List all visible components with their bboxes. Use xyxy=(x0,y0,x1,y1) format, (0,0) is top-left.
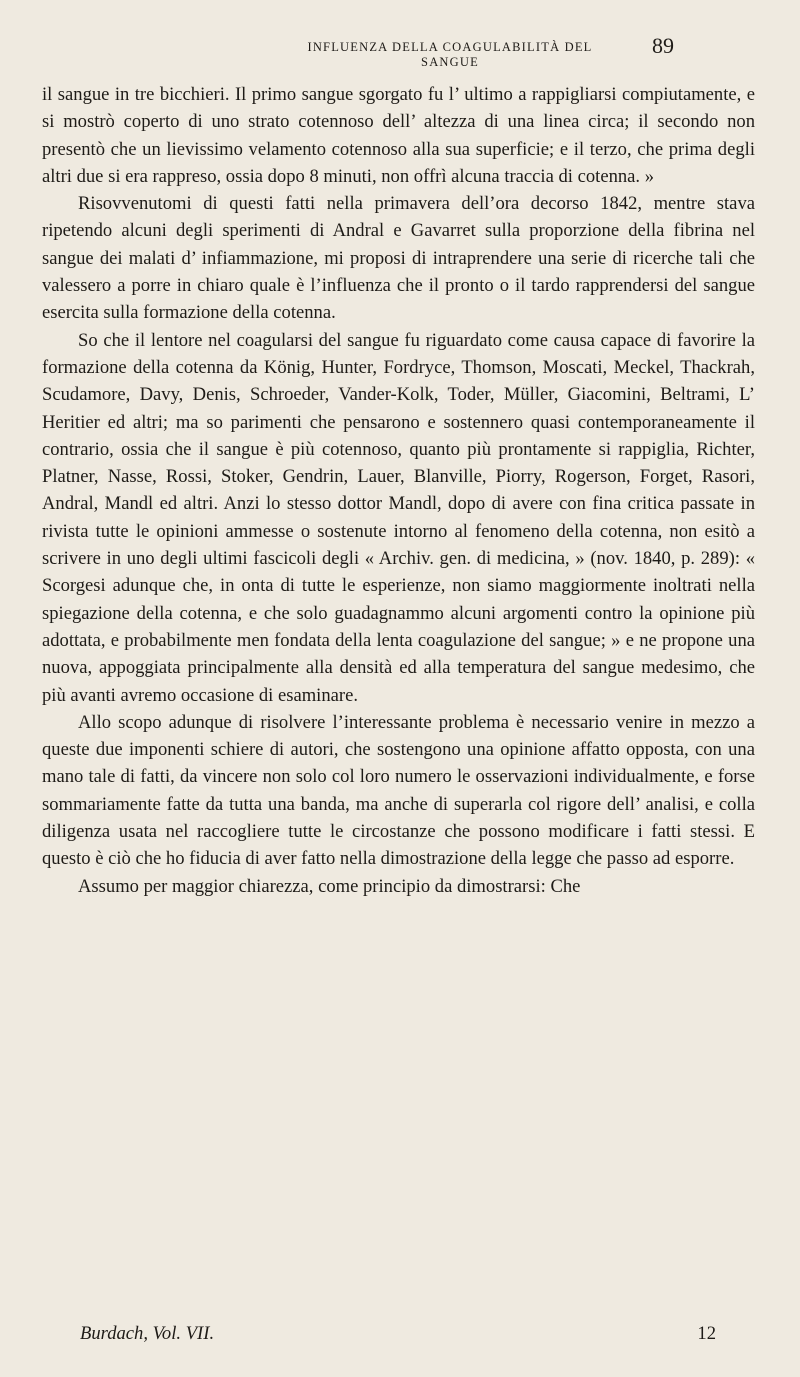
running-title: INFLUENZA DELLA COAGULABILITÀ DEL SANGUE xyxy=(307,40,593,69)
paragraph: Allo scopo adunque di risolvere l’interessante problema è necessario venire in mezzo a queste due imponenti schiere di autori, che sostengono una opinione affatto opposta, con una mano tale di fatti, da vincere non solo col loro numero le osservazioni individualmente, e forse sommariamente fatte da tutta una banda, ma anche di superarla col rigore dell’ analisi, e colla diligenza usata nel raccogliere tutte le circostanze che possono modificare i fatti stessi. E questo è ciò che ho fiducia di aver fatto nella dimostrazione della legge che passo ad esporre. xyxy=(42,711,755,870)
paragraph: Risovvenutomi di questi fatti nella primavera dell’ora decorso 1842, mentre stava ripetendo alcuni degli sperimenti di Andral e Gavarret sulla proporzione della fibrina nel sangue dei malati d’ infiammazione, mi proposi di intraprendere una serie di ricerche tali che valessero a porre in chiaro quale è l’influenza che il pronto o il tardo rapprendersi del sangue esercita sulla formazione della cotenna. xyxy=(42,193,755,324)
page-number: 89 xyxy=(652,33,674,58)
signature-mark: Burdach, Vol. VII. xyxy=(80,1323,215,1344)
paragraph: So che il lentore nel coagularsi del sangue fu riguardato come causa capace di favorire la formazione della cotenna da König, Hunter, Fordryce, Thomson, Moscati, Meckel, Thackrah, Scudamore, Davy, Denis, Schroeder, Vander-Kolk, Toder, Müller, Giacomini, Beltrami, L’ Heritier ed altri; ma so parimenti che pensarono e sostennero quasi contemporaneamente il contrario, ossia che il sangue è più cotennoso, quanto più prontamente si rappiglia, Richter, Platner, Nasse, Rossi, Stoker, Gendrin, Lauer, Blanville, Piorry, Rogerson, Forget, Rasori, Andral, Mandl ed altri. Anzi lo stesso dottor Mandl, dopo di avere con fina critica passate in rivista tutte le opinioni ammesse o sostenute intorno al fenomeno della cotenna, non esitò a scrivere in uno degli ultimi fascicoli degli « Archiv. gen. di medicina, » (nov. 1840, p. 289): « Scorgesi adunque che, in onta di tutte le esperienze, non siamo maggiormente inoltrati nella spiegazione della cotenna, e che solo guadagnammo alcuni argomenti contro la opinione più adottata, e probabilmente men fondata della lenta coagulazione del sangue; » e ne propone una nuova, appoggiata principalmente alla densità ed alla temperatura del sangue medesimo, che più avanti avremo occasione di esaminare. xyxy=(42,329,755,706)
page-footer xyxy=(80,1322,716,1346)
signature-number: 12 xyxy=(697,1323,716,1344)
paragraph: Assumo per maggior chiarezza, come principio da dimostrarsi: Che xyxy=(78,875,581,897)
body-text xyxy=(42,81,755,900)
paragraph-continuation: il sangue in tre bicchieri. Il primo sangue sgorgato fu l’ ultimo a rappigliarsi compiutamente, e si mostrò coperto di uno strato cotennoso dell’ altezza di una linea circa; il secondo non presentò che un lievissimo velamento cotennoso alla sua superficie; e il terzo, che prima degli altri due si era rappreso, ossia dopo 8 minuti, non offrì alcuna traccia di cotenna. » xyxy=(42,84,755,187)
